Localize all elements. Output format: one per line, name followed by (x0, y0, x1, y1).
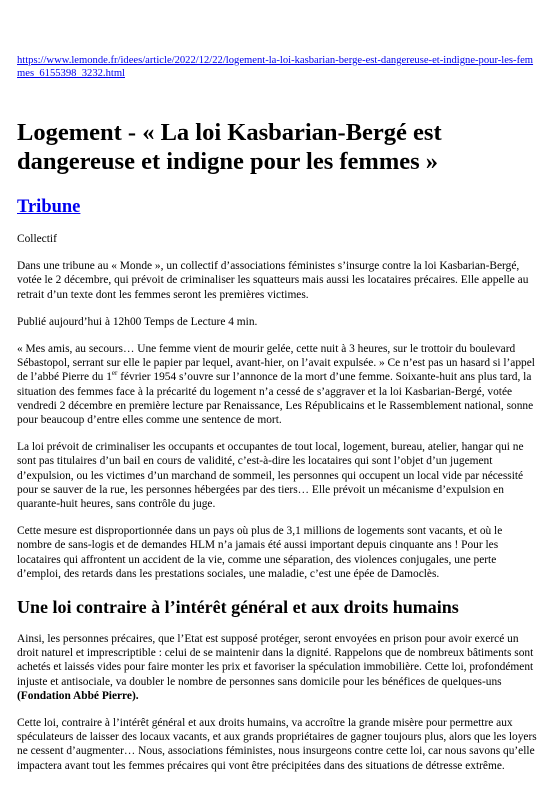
paragraph-text: « Mes amis, au secours… Une femme vient de mourir gelée, cette nuit à 3 heures, sur le trottoir du boulevard Sébastopol, serrant sur elle le papier par lequel, avant-hier, on l’avait expulsée. » Ce n’est pas un hasard si l’appel de l’abbé Pierre du 1 (17, 343, 535, 384)
article-title: Logement - « La loi Kasbarian-Bergé est dangereuse et indigne pour les femmes » (17, 119, 442, 175)
article-url-link[interactable]: https://www.lemonde.fr/idees/article/2022/12/22/logement-la-loi-kasbarian-berge-est-dangereuse-et-indigne-pour-les-femmes_6155398_3232.html (17, 55, 534, 79)
paragraph-text: Ainsi, les personnes précaires, que l’Etat est supposé protéger, seront envoyées en prison pour avoir exercé un droit naturel et imprescriptible : celui de se maintenir dans la dignité. Rappelons que de nombreux bâtiments sont achetés et laissés vides pour faire monter les prix et favoriser la spéculation immobilière. Cette loi, profondément injuste et antisociale, va doubler le nombre de personnes sans domicile pour les bénéfices de quelques-uns (17, 633, 534, 688)
article-paragraph: La loi prévoit de criminaliser les occupants et occupantes de tout local, logement, bureau, atelier, hangar qui ne sont pas titulaires d’un bail en cours de validité, c’est-à-dire les locataires qui sont l’objet d’un jugement d’expulsion, ou les victimes d’un marchand de sommeil, les personnes qui occupent un local vide par nécessité pour se sauver de la rue, les personnes hébergées par des tiers… Elle prévoit un mécanisme d’expulsion en quarante-huit heures, sans contrôle du juge. (17, 441, 524, 511)
article-page (17, 0, 539, 773)
article-subheading: Une loi contraire à l’intérêt général et aux droits humains (17, 597, 459, 618)
article-paragraph: Cette mesure est disproportionnée dans un pays où plus de 3,1 millions de logements sont vacants, et où le nombre de sans-logis et de demandes HLM n’a jamais été aussi important depuis cinquante ans ! Pour les locataires qui affrontent un accident de la vie, comme une séparation, des violences conjugales, une perte d’emploi, des retards dans les prestations sociales, une maladie, c’est une épée de Damoclès. (17, 525, 503, 580)
section-link-tribune[interactable]: Tribune (17, 197, 81, 217)
publication-info: Publié aujourd’hui à 12h00 Temps de Lecture 4 min. (17, 315, 258, 328)
source-attribution: (Fondation Abbé Pierre). (17, 689, 139, 702)
superscript-er: er (111, 369, 118, 378)
paragraph-text: février 1954 s’ouvre sur l’annonce de la mort d’une femme. Soixante-huit ans plus tard, la situation des femmes face à la précarité du logement n’a cessé de s’aggraver et la loi Kasbarian-Bergé, votée vendredi 2 décembre en première lecture par Renaissance, Les Républicains et le Rassemblement national, sonne pour beaucoup d’entre elles comme une sentence de mort. (17, 371, 534, 427)
article-paragraph (17, 342, 539, 427)
article-author: Collectif (17, 233, 57, 245)
article-paragraph (17, 632, 539, 703)
article-intro: Dans une tribune au « Monde », un collectif d’associations féministes s’insurge contre la loi Kasbarian-Bergé, votée le 2 décembre, qui prévoit de criminaliser les squatteurs mais aussi les locataires précaires. Elle appelle au retrait d’un texte dont les femmes seront les premières victimes. (17, 260, 529, 301)
article-paragraph: Cette loi, contraire à l’intérêt général et aux droits humains, va accroître la grande misère pour permettre aux spéculateurs de laisser des locaux vacants, et aux grands propriétaires de gagner toujours plus, alors que les loyers ne cessent d’augmenter… Nous, associations féministes, nous insurgeons contre cette loi, car nous savons qu’elle impactera avant tout les femmes précaires qui vont être précipitées dans des situations de détresse extrême. (17, 717, 537, 772)
